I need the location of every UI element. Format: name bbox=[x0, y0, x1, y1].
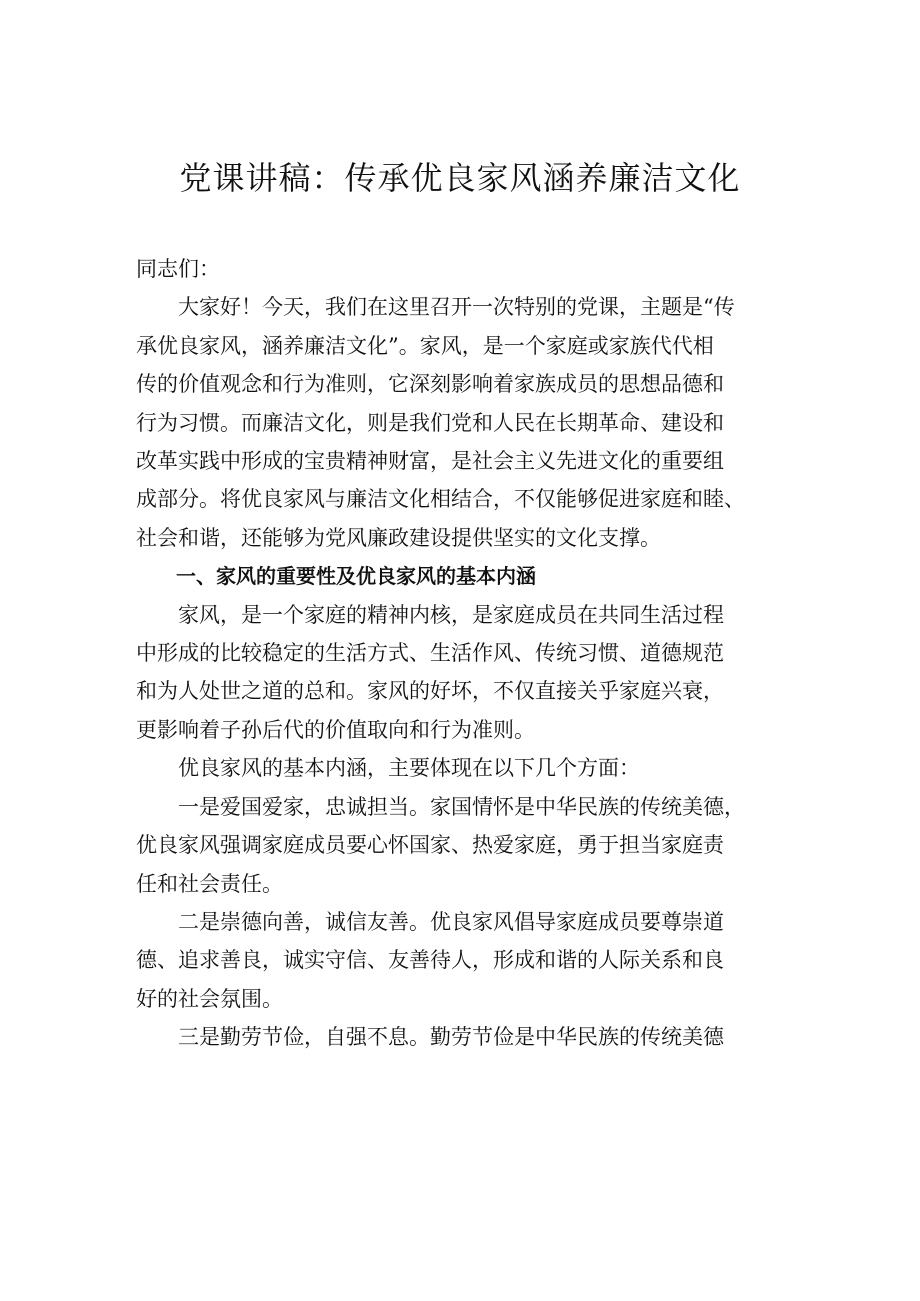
text-line: 大家好！今天，我们在这里召开一次特别的党课，主题是“传 bbox=[178, 295, 735, 320]
paragraph-intro bbox=[136, 288, 788, 557]
text-line: 中形成的比较稳定的生活方式、生活作风、传统习惯、道德规范 bbox=[136, 641, 724, 666]
paragraph-family-style bbox=[136, 596, 788, 750]
text-line: 德、追求善良，诚实守信、友善待人，形成和谐的人际关系和良 bbox=[136, 948, 724, 973]
text-line: 优良家风的基本内涵，主要体现在以下几个方面： bbox=[178, 756, 640, 781]
paragraph-point-one bbox=[136, 788, 788, 903]
paragraph-point-three bbox=[136, 1018, 788, 1056]
text-line: 传的价值观念和行为准则，它深刻影响着家族成员的思想品德和 bbox=[136, 372, 724, 397]
paragraph-point-two bbox=[136, 903, 788, 1018]
section-heading: 一、家风的重要性及优良家风的基本内涵 bbox=[176, 564, 536, 589]
text-line: 和为人处世之道的总和。家风的好坏，不仅直接关乎家庭兴衰， bbox=[136, 679, 724, 704]
text-line: 三是勤劳节俭，自强不息。勤劳节俭是中华民族的传统美德 bbox=[178, 1025, 724, 1050]
text-line: 社会和谐，还能够为党风廉政建设提供坚实的文化支撑。 bbox=[136, 525, 661, 550]
text-line: 更影响着子孙后代的价值取向和行为准则。 bbox=[136, 717, 535, 742]
text-line: 一是爱国爱家，忠诚担当。家国情怀是中华民族的传统美德， bbox=[178, 794, 745, 819]
text-line: 优良家风强调家庭成员要心怀国家、热爱家庭，勇于担当家庭责 bbox=[136, 833, 724, 858]
text-line: 行为习惯。而廉洁文化，则是我们党和人民在长期革命、建设和 bbox=[136, 410, 724, 435]
text-line: 改革实践中形成的宝贵精神财富，是社会主义先进文化的重要组 bbox=[136, 449, 724, 474]
text-line: 二是崇德向善，诚信友善。优良家风倡导家庭成员要尊崇道 bbox=[178, 909, 724, 934]
document-body bbox=[136, 250, 788, 1057]
text-line: 好的社会氛围。 bbox=[136, 986, 283, 1011]
text-line: 成部分。将优良家风与廉洁文化相结合，不仅能够促进家庭和睦、 bbox=[136, 487, 745, 512]
text-line: 任和社会责任。 bbox=[136, 871, 283, 896]
text-line: 承优良家风，涵养廉洁文化”。家风，是一个家庭或家族代代相 bbox=[136, 333, 714, 358]
document-title: 党课讲稿：传承优良家风涵养廉洁文化 bbox=[179, 159, 741, 197]
greeting: 同志们： bbox=[136, 257, 220, 281]
text-line: 家风，是一个家庭的精神内核，是家庭成员在共同生活过程 bbox=[178, 602, 724, 627]
paragraph-connotation-intro bbox=[136, 749, 788, 787]
